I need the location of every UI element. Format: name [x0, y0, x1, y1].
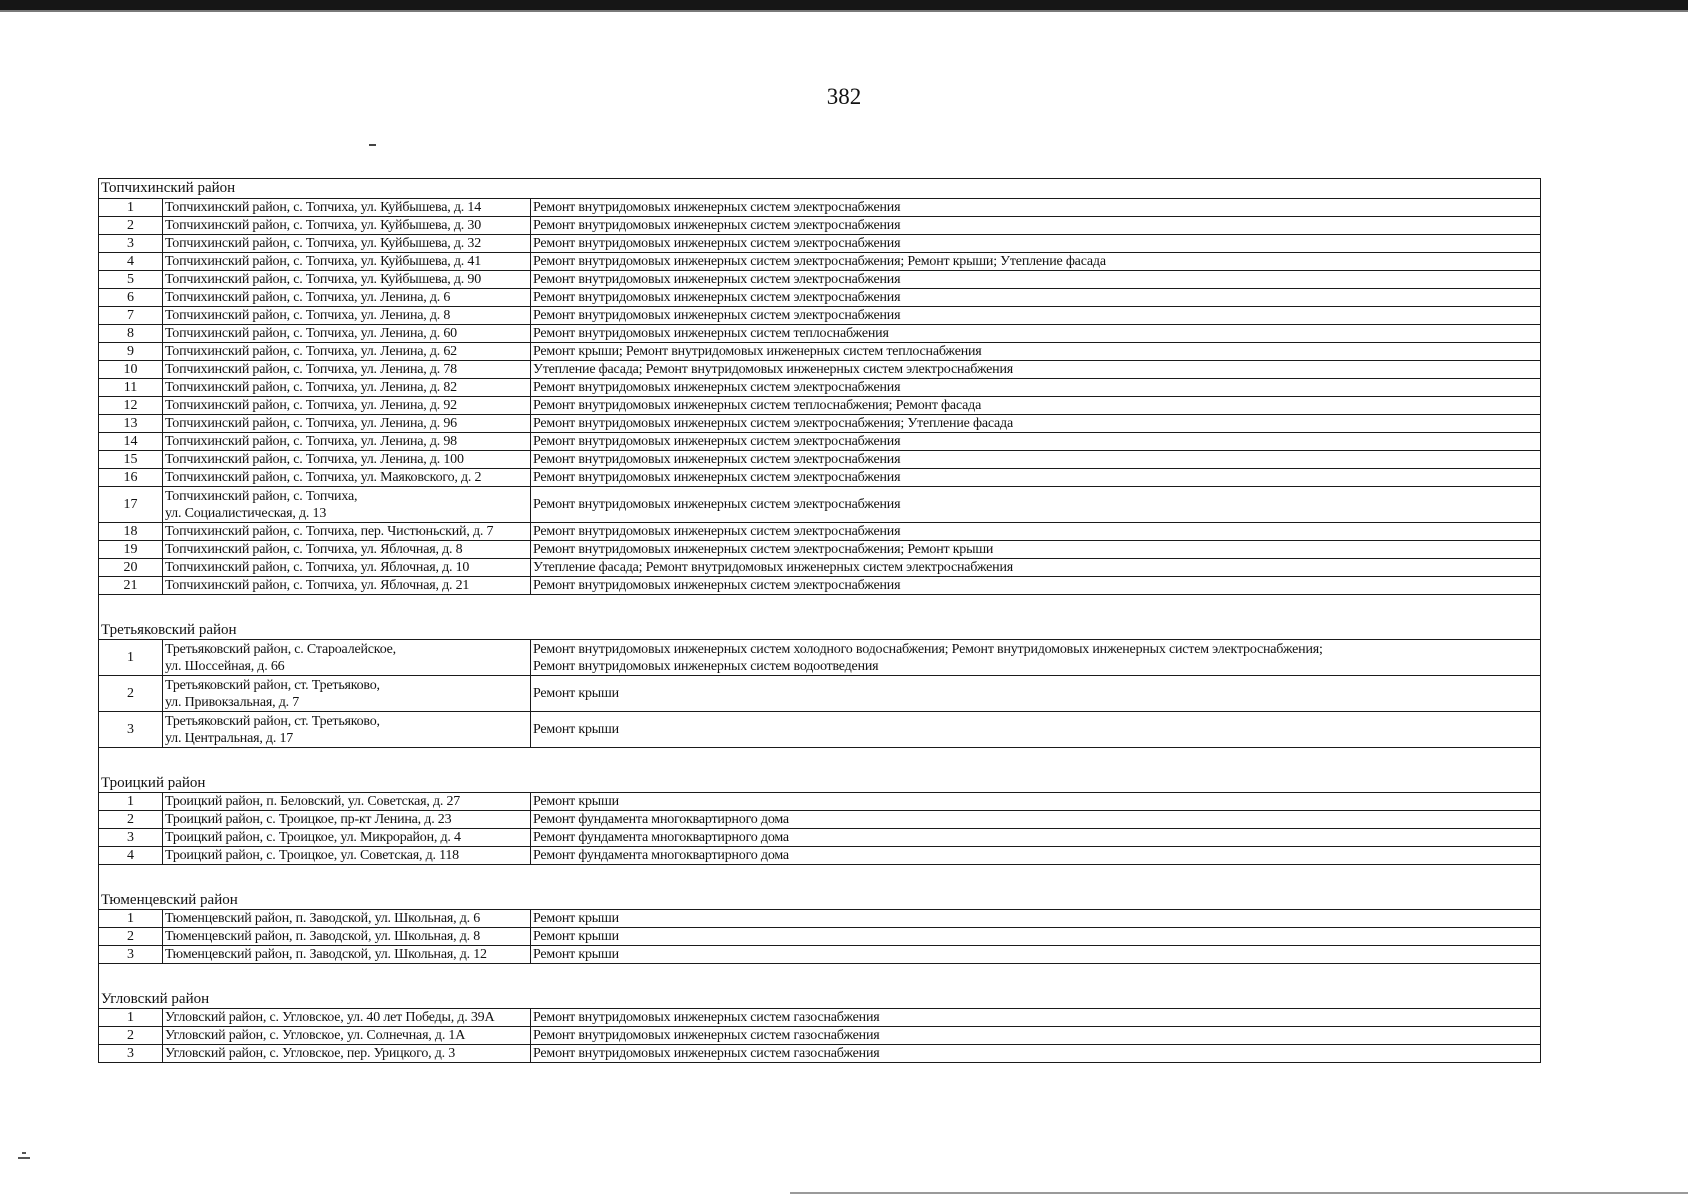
address-cell: Топчихинский район, с. Топчиха, ул. Ленина, д. 82	[163, 379, 531, 397]
works-cell: Ремонт крыши	[531, 910, 1541, 928]
row-number: 8	[99, 325, 163, 343]
row-number: 1	[99, 910, 163, 928]
district-name: Тюменцевский район	[99, 892, 1541, 910]
row-number: 2	[99, 1027, 163, 1045]
address-cell: Топчихинский район, с. Топчиха, ул. Яблочная, д. 10	[163, 559, 531, 577]
table-row	[99, 325, 1541, 343]
table-row	[99, 523, 1541, 541]
table-row	[99, 640, 1541, 676]
address-cell: Тюменцевский район, п. Заводской, ул. Школьная, д. 8	[163, 928, 531, 946]
works-cell: Ремонт внутридомовых инженерных систем газоснабжения	[531, 1009, 1541, 1027]
row-number: 3	[99, 712, 163, 748]
address-cell: Третьяковский район, ст. Третьяково, ул. Привокзальная, д. 7	[163, 676, 531, 712]
works-cell: Утепление фасада; Ремонт внутридомовых инженерных систем электроснабжения	[531, 361, 1541, 379]
table-row	[99, 343, 1541, 361]
row-number: 20	[99, 559, 163, 577]
address-cell: Топчихинский район, с. Топчиха, ул. Ленина, д. 6	[163, 289, 531, 307]
row-number: 2	[99, 928, 163, 946]
address-cell: Троицкий район, с. Троицкое, пр-кт Ленина, д. 23	[163, 811, 531, 829]
table-row	[99, 910, 1541, 928]
row-number: 3	[99, 946, 163, 964]
address-cell: Топчихинский район, с. Топчиха, ул. Социалистическая, д. 13	[163, 487, 531, 523]
address-cell: Тюменцевский район, п. Заводской, ул. Школьная, д. 12	[163, 946, 531, 964]
works-cell: Ремонт внутридомовых инженерных систем теплоснабжения	[531, 325, 1541, 343]
address-cell: Топчихинский район, с. Топчиха, ул. Куйбышева, д. 30	[163, 217, 531, 235]
works-cell: Ремонт внутридомовых инженерных систем холодного водоснабжения; Ремонт внутридомовых инженерных систем электроснабжения; Ремонт внутридомовых инженерных систем водоотведения	[531, 640, 1541, 676]
address-cell: Топчихинский район, с. Топчиха, ул. Ленина, д. 96	[163, 415, 531, 433]
table-row	[99, 793, 1541, 811]
district-header-row	[99, 892, 1541, 910]
section-spacer	[99, 865, 1541, 893]
table-row	[99, 559, 1541, 577]
address-cell: Топчихинский район, с. Топчиха, ул. Ленина, д. 92	[163, 397, 531, 415]
table-row	[99, 289, 1541, 307]
works-cell: Ремонт внутридомовых инженерных систем электроснабжения	[531, 487, 1541, 523]
repair-list-table	[98, 178, 1540, 1063]
address-cell: Угловский район, с. Угловское, ул. 40 лет Победы, д. 39А	[163, 1009, 531, 1027]
works-cell: Ремонт внутридомовых инженерных систем электроснабжения	[531, 289, 1541, 307]
table-row	[99, 415, 1541, 433]
works-cell: Ремонт крыши	[531, 928, 1541, 946]
table-row	[99, 379, 1541, 397]
row-number: 9	[99, 343, 163, 361]
table-row	[99, 451, 1541, 469]
table-row	[99, 829, 1541, 847]
row-number: 1	[99, 1009, 163, 1027]
table-row	[99, 217, 1541, 235]
table-row	[99, 928, 1541, 946]
row-number: 19	[99, 541, 163, 559]
works-cell: Ремонт внутридомовых инженерных систем электроснабжения; Ремонт крыши	[531, 541, 1541, 559]
address-cell: Третьяковский район, с. Староалейское, ул. Шоссейная, д. 66	[163, 640, 531, 676]
row-number: 2	[99, 811, 163, 829]
row-number: 15	[99, 451, 163, 469]
row-number: 3	[99, 829, 163, 847]
row-number: 18	[99, 523, 163, 541]
table-row	[99, 469, 1541, 487]
district-header-row	[99, 775, 1541, 793]
table-row	[99, 847, 1541, 865]
address-cell: Топчихинский район, с. Топчиха, ул. Ленина, д. 8	[163, 307, 531, 325]
row-number: 1	[99, 793, 163, 811]
district-name: Топчихинский район	[99, 179, 1541, 199]
address-cell: Топчихинский район, с. Топчиха, ул. Ленина, д. 78	[163, 361, 531, 379]
table-row	[99, 433, 1541, 451]
scan-top-border	[0, 0, 1688, 10]
row-number: 4	[99, 847, 163, 865]
table-row	[99, 487, 1541, 523]
works-cell: Ремонт внутридомовых инженерных систем электроснабжения	[531, 307, 1541, 325]
row-number: 1	[99, 640, 163, 676]
works-cell: Ремонт внутридомовых инженерных систем электроснабжения	[531, 433, 1541, 451]
scan-bottom-edge	[790, 1192, 1688, 1194]
address-cell: Топчихинский район, с. Топчиха, ул. Ленина, д. 62	[163, 343, 531, 361]
works-cell: Ремонт внутридомовых инженерных систем электроснабжения	[531, 577, 1541, 595]
row-number: 16	[99, 469, 163, 487]
address-cell: Троицкий район, с. Троицкое, ул. Советская, д. 118	[163, 847, 531, 865]
section-spacer	[99, 748, 1541, 776]
address-cell: Угловский район, с. Угловское, пер. Урицкого, д. 3	[163, 1045, 531, 1063]
works-cell: Ремонт фундамента многоквартирного дома	[531, 829, 1541, 847]
section-spacer	[99, 595, 1541, 623]
works-cell: Ремонт внутридомовых инженерных систем электроснабжения	[531, 469, 1541, 487]
table-row	[99, 361, 1541, 379]
table-row	[99, 235, 1541, 253]
address-cell: Третьяковский район, ст. Третьяково, ул. Центральная, д. 17	[163, 712, 531, 748]
table-row	[99, 946, 1541, 964]
row-number: 2	[99, 676, 163, 712]
row-number: 21	[99, 577, 163, 595]
row-number: 1	[99, 199, 163, 217]
page-number: 382	[826, 84, 862, 109]
row-number: 5	[99, 271, 163, 289]
row-number: 12	[99, 397, 163, 415]
scan-top-border-shade	[0, 10, 1688, 12]
works-cell: Утепление фасада; Ремонт внутридомовых инженерных систем электроснабжения	[531, 559, 1541, 577]
row-number: 10	[99, 361, 163, 379]
table-row	[99, 1045, 1541, 1063]
district-header-row	[99, 179, 1541, 199]
address-cell: Троицкий район, п. Беловский, ул. Советская, д. 27	[163, 793, 531, 811]
works-cell: Ремонт внутридомовых инженерных систем электроснабжения; Ремонт крыши; Утепление фасада	[531, 253, 1541, 271]
row-number: 3	[99, 1045, 163, 1063]
district-name: Троицкий район	[99, 775, 1541, 793]
row-number: 11	[99, 379, 163, 397]
address-cell: Угловский район, с. Угловское, ул. Солнечная, д. 1А	[163, 1027, 531, 1045]
table-row	[99, 1009, 1541, 1027]
row-number: 6	[99, 289, 163, 307]
works-cell: Ремонт крыши	[531, 676, 1541, 712]
district-name: Третьяковский район	[99, 622, 1541, 640]
table-row	[99, 307, 1541, 325]
address-cell: Топчихинский район, с. Топчиха, ул. Куйбышева, д. 14	[163, 199, 531, 217]
address-cell: Топчихинский район, с. Топчиха, ул. Яблочная, д. 21	[163, 577, 531, 595]
table-row	[99, 271, 1541, 289]
section-spacer	[99, 964, 1541, 992]
district-header-row	[99, 991, 1541, 1009]
works-cell: Ремонт внутридомовых инженерных систем электроснабжения	[531, 379, 1541, 397]
row-number: 7	[99, 307, 163, 325]
works-cell: Ремонт крыши	[531, 712, 1541, 748]
row-number: 4	[99, 253, 163, 271]
works-cell: Ремонт крыши	[531, 946, 1541, 964]
row-number: 2	[99, 217, 163, 235]
row-number: 14	[99, 433, 163, 451]
district-header-row	[99, 622, 1541, 640]
row-number: 3	[99, 235, 163, 253]
row-number: 17	[99, 487, 163, 523]
works-cell: Ремонт внутридомовых инженерных систем газоснабжения	[531, 1027, 1541, 1045]
works-cell: Ремонт внутридомовых инженерных систем электроснабжения	[531, 235, 1541, 253]
works-cell: Ремонт внутридомовых инженерных систем электроснабжения	[531, 451, 1541, 469]
address-cell: Топчихинский район, с. Топчиха, ул. Ленина, д. 60	[163, 325, 531, 343]
works-cell: Ремонт внутридомовых инженерных систем газоснабжения	[531, 1045, 1541, 1063]
address-cell: Топчихинский район, с. Топчиха, ул. Яблочная, д. 8	[163, 541, 531, 559]
address-cell: Топчихинский район, с. Топчиха, ул. Куйбышева, д. 90	[163, 271, 531, 289]
row-number: 13	[99, 415, 163, 433]
address-cell: Тюменцевский район, п. Заводской, ул. Школьная, д. 6	[163, 910, 531, 928]
address-cell: Троицкий район, с. Троицкое, ул. Микрорайон, д. 4	[163, 829, 531, 847]
works-cell: Ремонт внутридомовых инженерных систем электроснабжения	[531, 217, 1541, 235]
table-row	[99, 541, 1541, 559]
table-row	[99, 712, 1541, 748]
address-cell: Топчихинский район, с. Топчиха, ул. Куйбышева, д. 41	[163, 253, 531, 271]
address-cell: Топчихинский район, с. Топчиха, ул. Куйбышева, д. 32	[163, 235, 531, 253]
scan-artifact	[369, 144, 376, 146]
table-row	[99, 1027, 1541, 1045]
works-cell: Ремонт фундамента многоквартирного дома	[531, 811, 1541, 829]
works-cell: Ремонт фундамента многоквартирного дома	[531, 847, 1541, 865]
works-cell: Ремонт внутридомовых инженерных систем электроснабжения	[531, 271, 1541, 289]
table-row	[99, 811, 1541, 829]
works-cell: Ремонт внутридомовых инженерных систем электроснабжения	[531, 523, 1541, 541]
scan-artifact	[18, 1152, 32, 1162]
address-cell: Топчихинский район, с. Топчиха, ул. Ленина, д. 100	[163, 451, 531, 469]
works-cell: Ремонт внутридомовых инженерных систем теплоснабжения; Ремонт фасада	[531, 397, 1541, 415]
works-cell: Ремонт внутридомовых инженерных систем электроснабжения; Утепление фасада	[531, 415, 1541, 433]
table-row	[99, 253, 1541, 271]
address-cell: Топчихинский район, с. Топчиха, пер. Чистюньский, д. 7	[163, 523, 531, 541]
table-row	[99, 676, 1541, 712]
table-row	[99, 397, 1541, 415]
district-name: Угловский район	[99, 991, 1541, 1009]
table-row	[99, 199, 1541, 217]
address-cell: Топчихинский район, с. Топчиха, ул. Ленина, д. 98	[163, 433, 531, 451]
works-cell: Ремонт внутридомовых инженерных систем электроснабжения	[531, 199, 1541, 217]
address-cell: Топчихинский район, с. Топчиха, ул. Маяковского, д. 2	[163, 469, 531, 487]
works-cell: Ремонт крыши	[531, 793, 1541, 811]
table-row	[99, 577, 1541, 595]
works-cell: Ремонт крыши; Ремонт внутридомовых инженерных систем теплоснабжения	[531, 343, 1541, 361]
